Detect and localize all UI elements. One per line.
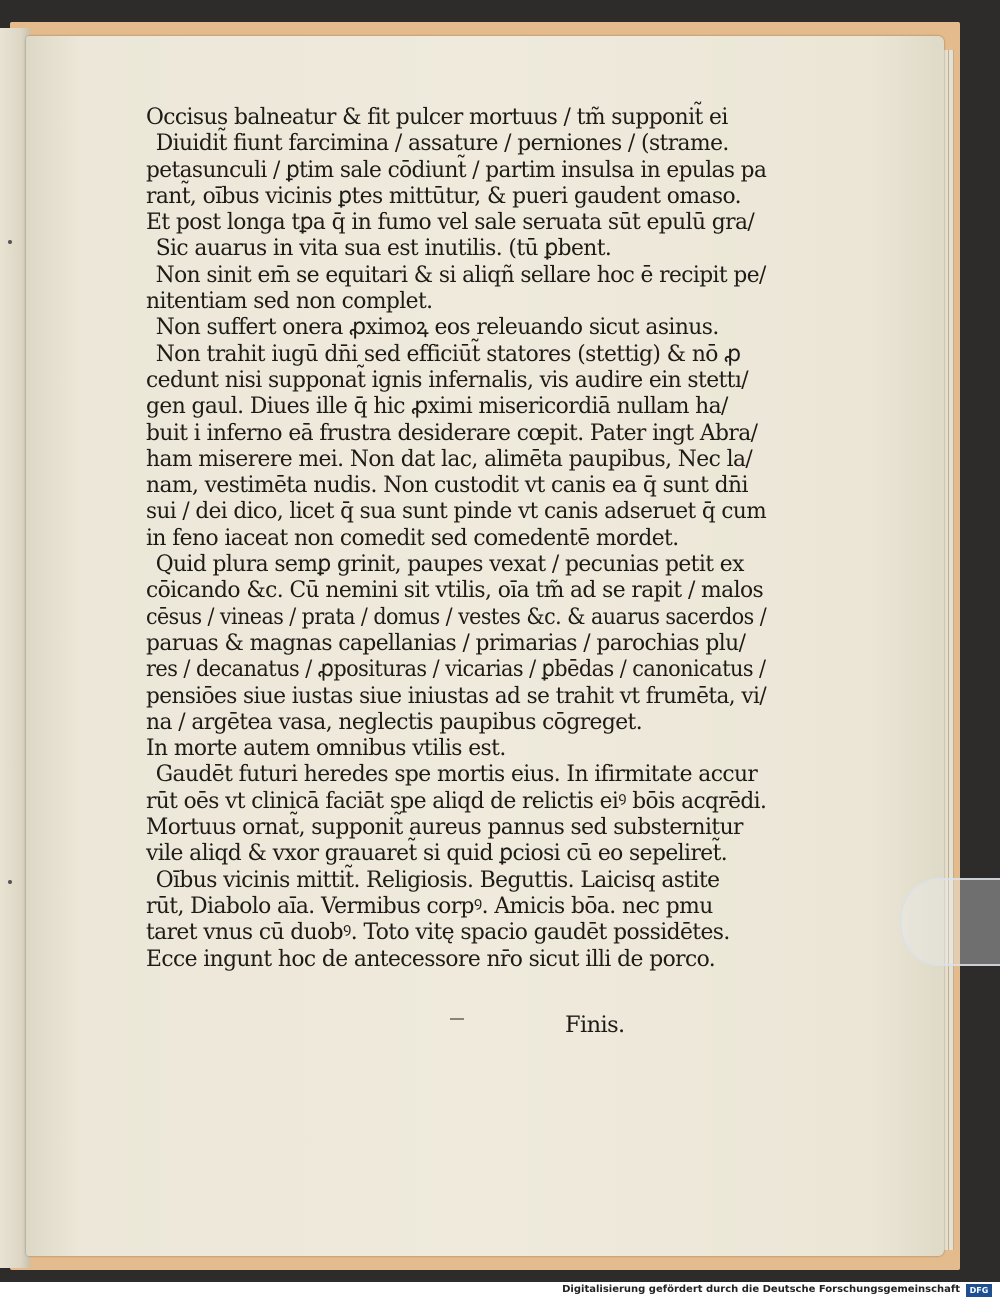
text-line: cōicando &c. Cū nemini sit vtilis, oı̄a tm̃ ad se rapit / malos bbox=[146, 577, 764, 604]
text-line: rūt, Diabolo aı̄a. Vermibus corpꝰ. Amicis bōa. nec pmu bbox=[146, 892, 713, 919]
text-line: Mortuus ornat̃, supponit̃ aureus pannus sed substernitur bbox=[146, 814, 743, 841]
text-line: Ecce ingunt hoc de antecessore nr̄o sicut illi de porco. bbox=[146, 945, 716, 972]
ink-mark bbox=[450, 1018, 464, 1020]
printed-text-block bbox=[146, 104, 786, 972]
text-line: Diuidit̃ fiunt farcimina / assature / perniones / (strame. bbox=[155, 130, 729, 157]
text-line: res / decanatus / ꝓposituras / vicarias / ꝑbēdas / canonicatus / bbox=[146, 656, 766, 683]
text-line: vile aliqd & vxor grauaret̃ si quid ꝑciosi cū eo sepeliret̃. bbox=[146, 840, 728, 867]
text-line: petasunculi / ꝑtim sale cōdiunt̃ / partim insulsa in epulas pa bbox=[146, 156, 767, 183]
text-line: sui / dei dico, licet q̄ sua sunt pinde vt canis adseruet q̄ cum bbox=[146, 498, 767, 525]
margin-dot bbox=[8, 240, 12, 244]
page-stack-edge bbox=[949, 50, 954, 1250]
text-line: taret vnus cū duobꝰ. Toto vitę spacio gaudēt possidētes. bbox=[146, 919, 730, 946]
text-line: gen gaul. Diues ille q̄ hic ꝓximi misericordiā nullam ha/ bbox=[146, 393, 728, 420]
text-line: nitentiam sed non complet. bbox=[146, 288, 433, 315]
page-clip bbox=[900, 878, 1000, 966]
text-line: rant̃, oı̄bus vicinis ꝑtes mittūtur, & pueri gaudent omaso. bbox=[146, 182, 741, 209]
text-line: Gaudēt futuri heredes spe mortis eius. In ifirmitate accur bbox=[155, 761, 758, 788]
text-line: ham miserere mei. Non dat lac, alimēta paupibus, Nec la/ bbox=[146, 445, 753, 472]
text-line: Oı̄bus vicinis mittit̃. Religiosis. Beguttis. Laicisq astite bbox=[155, 866, 720, 893]
text-line: nam, vestimēta nudis. Non custodit vt canis ea q̄ sunt dn̄i bbox=[146, 472, 748, 499]
text-line: In morte autem omnibus vtilis est. bbox=[146, 735, 506, 762]
text-line: Et post longa tꝑa q̄ in fumo vel sale seruata sūt epulū gra/ bbox=[146, 209, 755, 236]
text-line: Non sinit em̄ se equitari & si aliqñ sellare hoc ē recipit pe/ bbox=[155, 261, 766, 288]
finis-colophon: Finis. bbox=[565, 1012, 625, 1038]
text-line: Quid plura semꝑ grinit, paupes vexat / pecunias petit ex bbox=[155, 551, 744, 578]
text-line: Non suffert onera ꝓximoꝝ eos releuando sicut asinus. bbox=[155, 314, 719, 341]
text-line: buit i inferno eā frustra desiderare cœpit. Pater ingt Abra/ bbox=[146, 419, 758, 446]
margin-dot bbox=[8, 880, 12, 884]
text-line: in feno iaceat non comedit sed comedentē mordet. bbox=[146, 524, 679, 551]
text-line: cēsus / vineas / prata / domus / vestes &c. & auarus sacerdos / bbox=[146, 603, 767, 630]
text-line: paruas & magnas capellanias / primarias / parochias plu/ bbox=[146, 629, 746, 656]
text-line: na / argētea vasa, neglectis paupibus cōgreget. bbox=[146, 708, 643, 735]
dfg-logo: DFG bbox=[966, 1284, 992, 1297]
footer-bar bbox=[0, 1282, 1000, 1300]
text-line: cedunt nisi supponat̃ ignis infernalis, vis audire ein stettı/ bbox=[146, 366, 749, 393]
text-line: Sic auarus in vita sua est inutilis. (tū ꝑbent. bbox=[155, 235, 612, 262]
text-line: Occisus balneatur & fit pulcer mortuus / tm̃ supponit̃ ei bbox=[146, 104, 728, 130]
text-line: pensiōes siue iustas siue iniustas ad se trahit vt frumēta, vi/ bbox=[146, 682, 767, 709]
text-line: Non trahit iugū dn̄i sed efficiūt̃ statores (stettig) & nō ꝓ bbox=[155, 340, 741, 367]
text-line: rūt oēs vt clinicā faciāt spe aliqd de relictis eiꝰ bōis acqrēdi. bbox=[146, 787, 767, 814]
funding-credit: Digitalisierung gefördert durch die Deutsche Forschungsgemeinschaft bbox=[562, 1284, 960, 1295]
